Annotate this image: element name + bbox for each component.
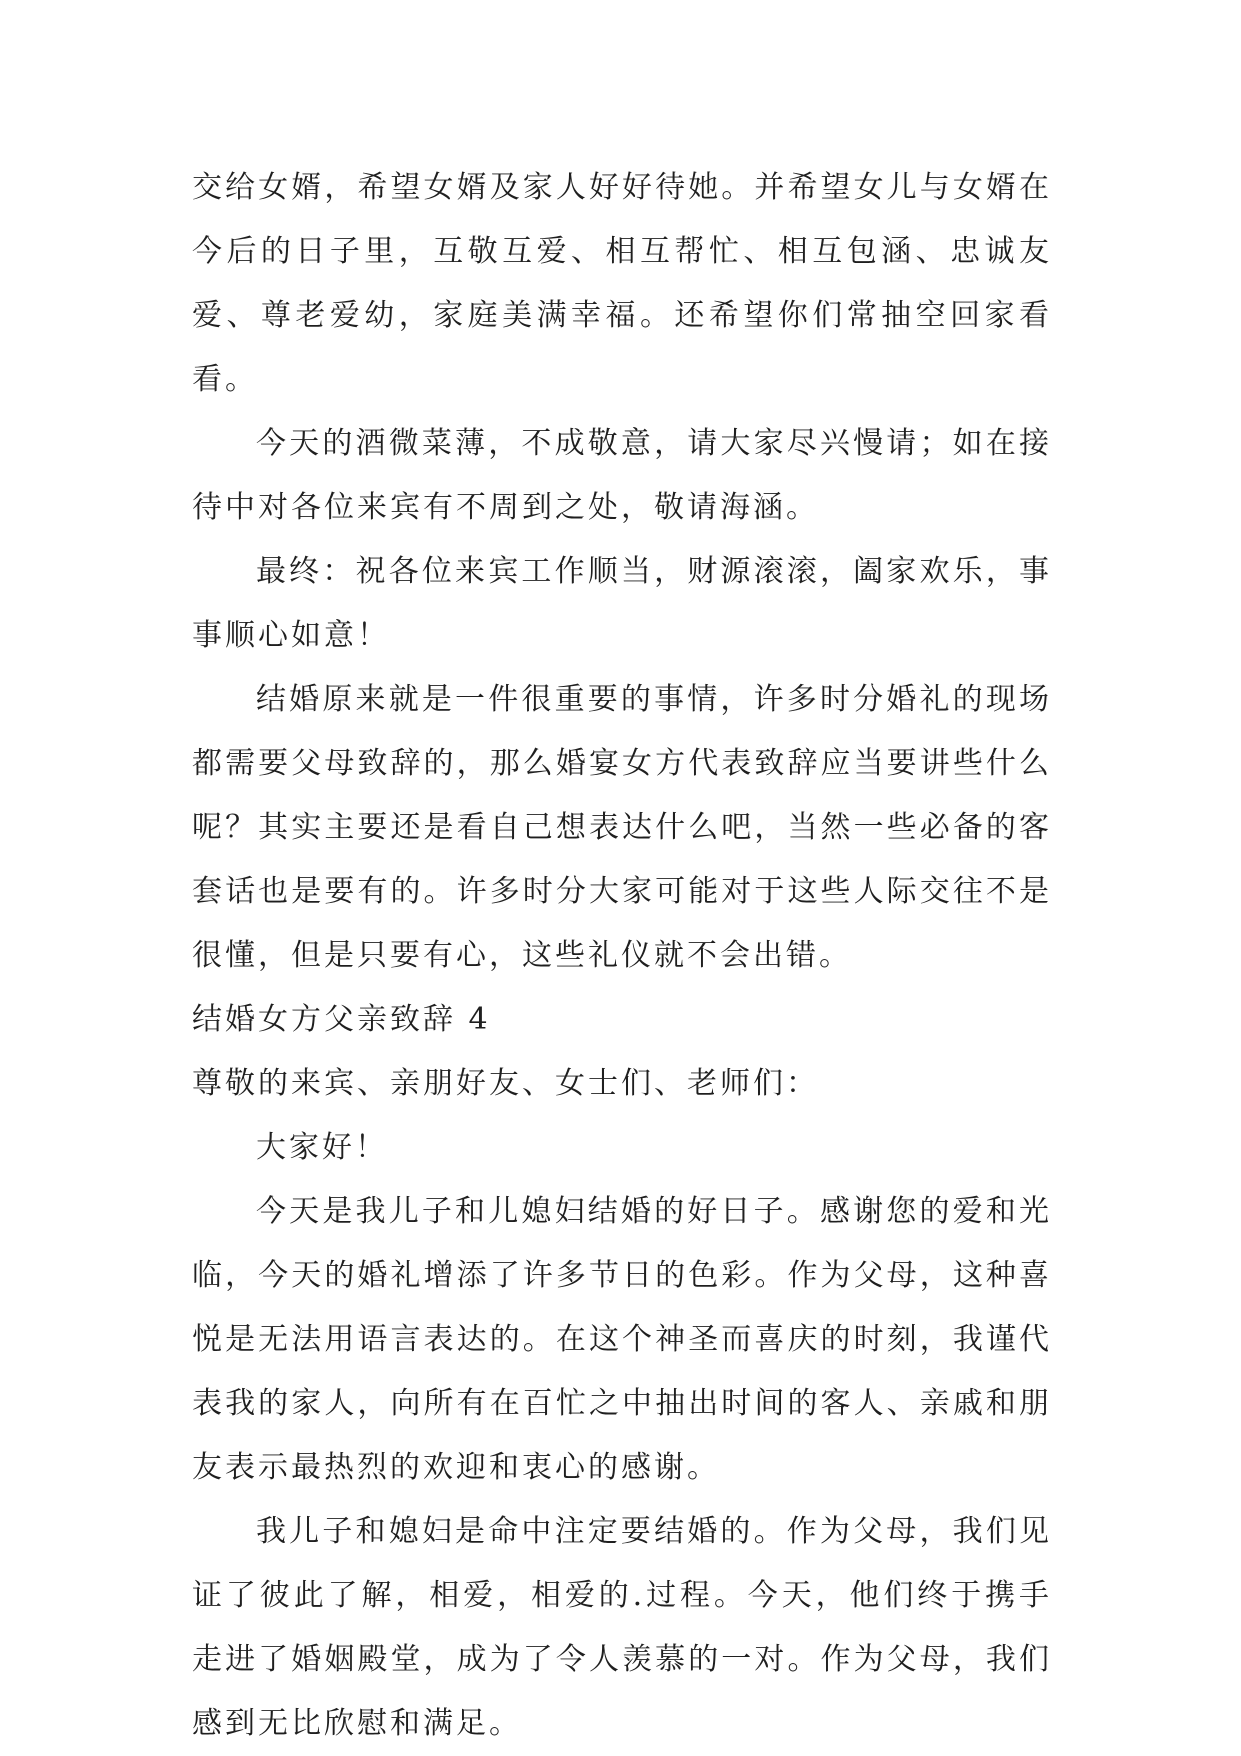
greeting: 大家好！: [256, 1130, 388, 1165]
paragraph-2: 今天的酒微菜薄，不成敬意，请大家尽兴慢请；如在接待中对各位来宾有不周到之处，敬请海涵。: [192, 426, 1052, 525]
section-heading: 结婚女方父亲致辞 4: [192, 1002, 491, 1037]
paragraph-8: 今天是我儿子和儿媳妇结婚的好日子。感谢您的爱和光临，今天的婚礼增添了许多节日的色彩。作为父母，这种喜悦是无法用语言表达的。在这个神圣而喜庆的时刻，我谨代表我的家人，向所有在百忙之中抽出时间的客人、亲戚和朋友表示最热烈的欢迎和衷心的感谢。: [192, 1194, 1052, 1485]
paragraph-4: 结婚原来就是一件很重要的事情，许多时分婚礼的现场都需要父母致辞的，那么婚宴女方代表致辞应当要讲些什么呢？其实主要还是看自己想表达什么吧，当然一些必备的客套话也是要有的。许多时分大家可能对于这些人际交往不是很懂，但是只要有心，这些礼仪就不会出错。: [192, 682, 1052, 973]
paragraph-9: 我儿子和媳妇是命中注定要结婚的。作为父母，我们见证了彼此了解，相爱，相爱的.过程。今天，他们终于携手走进了婚姻殿堂，成为了令人羡慕的一对。作为父母，我们感到无比欣慰和满足。: [192, 1514, 1052, 1741]
paragraph-3: 最终：祝各位来宾工作顺当，财源滚滚，阖家欢乐，事事顺心如意！: [192, 554, 1052, 653]
document-body: [192, 156, 1052, 1756]
paragraph-1: 交给女婿，希望女婿及家人好好待她。并希望女儿与女婿在今后的日子里，互敬互爱、相互帮忙、相互包涵、忠诚友爱、尊老爱幼，家庭美满幸福。还希望你们常抽空回家看看。: [192, 170, 1052, 397]
salutation: 尊敬的来宾、亲朋好友、女士们、老师们：: [192, 1066, 819, 1101]
